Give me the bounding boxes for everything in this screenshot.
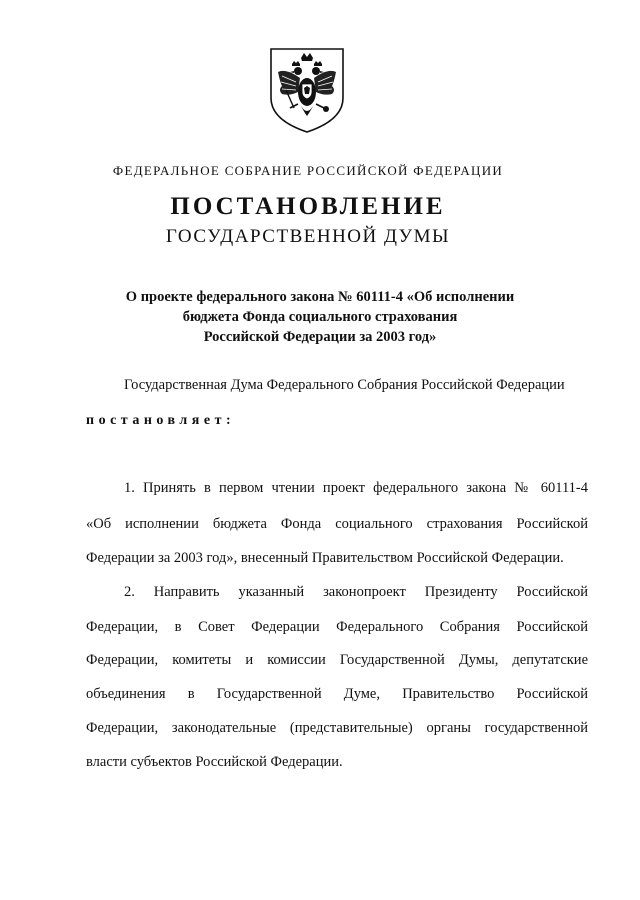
subject-line: О проекте федерального закона № 60111-4 «Об исполнении bbox=[125, 289, 515, 305]
item-2-line: Федерации, законодательные (представительные) органы государственной bbox=[86, 720, 588, 736]
document-issuer: ГОСУДАРСТВЕННОЙ ДУМЫ bbox=[165, 226, 451, 247]
item-1-line: Федерации за 2003 год», внесенный Правительством Российской Федерации. bbox=[86, 550, 564, 566]
document-subject bbox=[100, 287, 540, 347]
item-1-line: 1. Принять в первом чтении проект федерального закона № 60111-4 bbox=[124, 480, 588, 496]
preamble-text: Государственная Дума Федерального Собрания Российской Федерации bbox=[124, 377, 565, 393]
decree-word: постановляет: bbox=[86, 413, 236, 428]
subject-line: бюджета Фонда социального страхования bbox=[182, 309, 458, 325]
item-2-line: 2. Направить указанный законопроект Президенту Российской bbox=[124, 584, 588, 600]
coat-of-arms-icon bbox=[268, 46, 346, 134]
item-2-line: власти субъектов Российской Федерации. bbox=[86, 754, 343, 770]
item-1-line: «Об исполнении бюджета Фонда социального страхования Российской bbox=[86, 516, 588, 532]
subject-line: Российской Федерации за 2003 год» bbox=[203, 329, 437, 345]
item-2-line: объединения в Государственной Думе, Правительство Российской bbox=[86, 686, 588, 702]
parliament-name: ФЕДЕРАЛЬНОЕ СОБРАНИЕ РОССИЙСКОЙ ФЕДЕРАЦИИ bbox=[112, 163, 504, 178]
item-2-line: Федерации, в Совет Федерации Федерального Собрания Российской bbox=[86, 619, 588, 635]
item-2-line: Федерации, комитеты и комиссии Государственной Думы, депутатские bbox=[86, 652, 588, 668]
document-type-title: ПОСТАНОВЛЕНИЕ bbox=[170, 193, 446, 220]
